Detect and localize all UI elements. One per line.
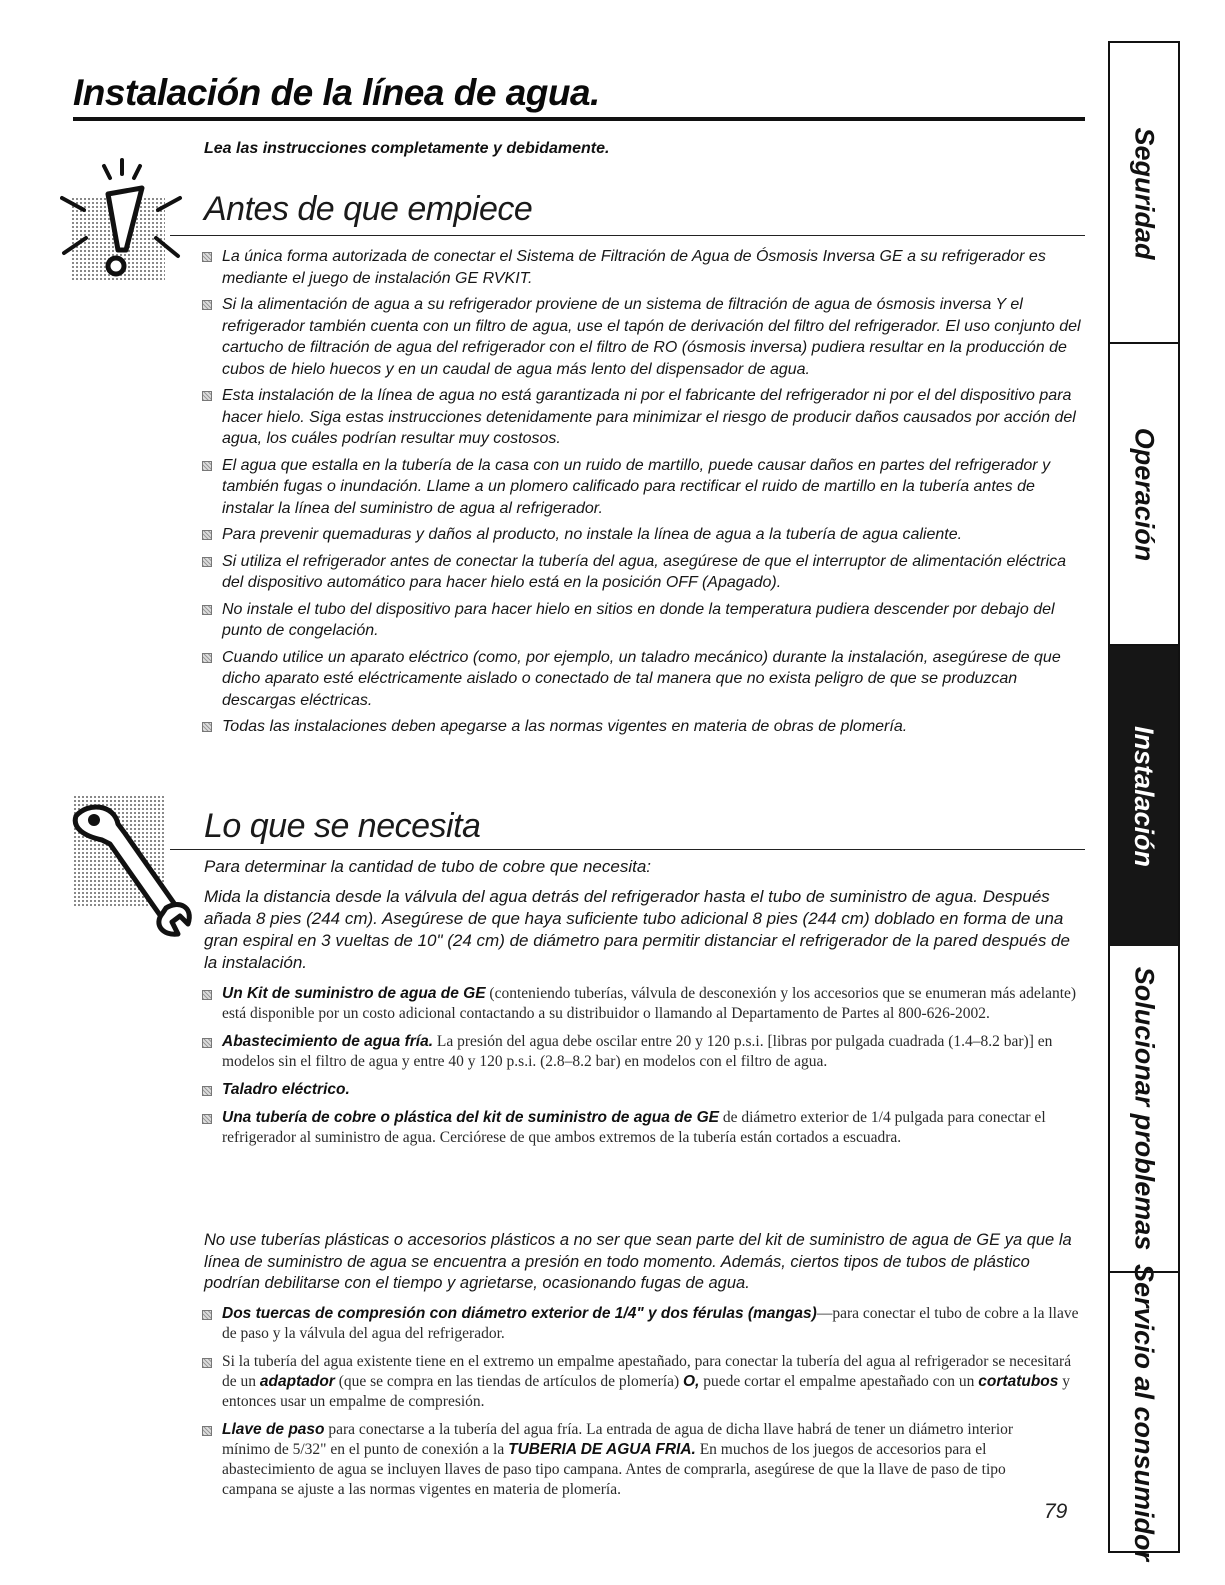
list-item: El agua que estalla en la tubería de la casa con un ruido de martillo, puede causar daños en partes del refrigerador y también fugas o inundación. Llame a un plomero calificado para rectificar el ruido de martillo en la tubería antes de instalar la línea del suministro de agua al refrigerador. [202,455,1082,520]
bullet-icon [202,391,212,401]
page-title: Instalación de la línea de agua. [73,72,600,113]
plastic-warning: No use tuberías plásticas o accesorios plásticos a no ser que sean parte del kit de suministro de agua de GE ya que la línea de suministro de agua se encuentra a presión en todo momento. Además, ciertos tipos de tubos de plástico podrían debilitarse con el tiempo y agrietarse, ocasionando fugas de agua. [204,1231,1072,1292]
list-item: Taladro eléctrico. [202,1080,1082,1100]
section-heading-needs: Lo que se necesita [204,807,481,845]
tab-instalacion[interactable]: Instalación [1110,646,1178,946]
bullet-icon [202,653,212,663]
tab-solucionar-problemas[interactable]: Solucionar problemas [1129,966,1160,1251]
list-item: Todas las instalaciones deben apegarse a las normas vigentes en materia de obras de plomería. [202,716,1082,738]
bullet-icon [202,605,212,615]
bullet-icon [202,1426,212,1436]
bullet-icon [202,1358,212,1368]
needs-list-a [202,984,1082,1156]
section-rule-needs [170,849,1085,850]
list-item: Cuando utilice un aparato eléctrico (como, por ejemplo, un taladro mecánico) durante la instalación, asegúrese de que dicho aparato esté eléctricamente aislado o conectado de tal manera que no exista peligro de que se produzcan descargas eléctricas. [202,647,1082,712]
title-rule [73,117,1085,121]
list-item: Abastecimiento de agua fría. La presión del agua debe oscilar entre 20 y 120 p.s.i. [libras por pulgada cuadrada (1.4–8.2 bar)] en modelos sin el filtro de agua y entre 40 y 120 p.s.i. (2.8–8.2 bar) en modelos con el filtro de agua. [202,1032,1082,1072]
bullet-icon [202,557,212,567]
list-item: Si la tubería del agua existente tiene en el extremo un empalme apestañado, para conectar la tubería del agua al refrigerador se necesitará de un adaptador (que se compra en las tiendas de artículos de plomería) O, puede cortar el empalme apestañado con un cortatubos y entonces usar un empalme de compresión. [202,1352,1082,1412]
wrench-icon [66,796,196,951]
before-bullet-list [202,246,1082,743]
bullet-icon [202,1086,212,1096]
tab-servicio-al-consumidor[interactable]: Servicio al consumidor [1129,1263,1160,1561]
side-tab-strip [1108,41,1180,1561]
section-rule-before [170,235,1085,236]
bullet-icon [202,990,212,1000]
list-item: Llave de paso para conectarse a la tubería del agua fría. La entrada de agua de dicha llave habrá de tener un diámetro interior mínimo de 5/32" en el punto de conexión a la TUBERIA DE AGUA FRIA. En muchos de los juegos de accesorios para el abastecimiento de agua se incluyen llaves de paso tipo campana. Antes de comprarla, asegúrese de que la llave de paso de tipo campana se ajuste a las normas vigentes en materia de plomería. [202,1420,1042,1500]
list-item: Una tubería de cobre o plástica del kit de suministro de agua de GE de diámetro exterior de 1/4 pulgada para conectar el refrigerador al suministro de agua. Cerciórese de que ambos extremos de la tubería están cortados a escuadra. [202,1108,1082,1148]
bullet-icon [202,1114,212,1124]
list-item: Si la alimentación de agua a su refrigerador proviene de un sistema de filtración de agua de ósmosis inversa Y el refrigerador también cuenta con un filtro de agua, use el tapón de derivación del filtro del refrigerador. El uso conjunto del cartucho de filtración de agua del refrigerador con el filtro de RO (ósmosis inversa) pudiera resultar en la producción de cubos de hielo huecos y en un caudal de agua más lento del dispensador de agua. [202,294,1082,380]
tab-seguridad[interactable]: Seguridad [1129,126,1160,260]
bullet-icon [202,722,212,732]
list-item: No instale el tubo del dispositivo para hacer hielo en sitios en donde la temperatura pudiera descender por debajo del punto de congelación. [202,599,1082,642]
list-item: Dos tuercas de compresión con diámetro exterior de 1/4" y dos férulas (mangas)—para conectar el tubo de cobre a la llave de paso y la válvula del agua del refrigerador. [202,1304,1082,1344]
needs-lead: Para determinar la cantidad de tubo de cobre que necesita: [204,857,652,876]
list-item: Si utiliza el refrigerador antes de conectar la tubería del agua, asegúrese de que el interruptor de alimentación eléctrica del dispositivo automático para hacer hielo está en la posición OFF (Apagado). [202,551,1082,594]
caution-exclamation-icon [60,158,200,293]
list-item: La única forma autorizada de conectar el Sistema de Filtración de Agua de Ósmosis Inversa GE a su refrigerador es mediante el juego de instalación GE RVKIT. [202,246,1082,289]
page-number: 79 [1044,1500,1068,1523]
bullet-icon [202,300,212,310]
intro-instruction: Lea las instrucciones completamente y debidamente. [204,140,610,157]
bullet-icon [202,461,212,471]
bullet-icon [202,530,212,540]
section-heading-before: Antes de que empiece [204,190,533,228]
needs-measure: Mida la distancia desde la válvula del agua detrás del refrigerador hasta el tubo de suministro de agua. Después añada 8 pies (244 cm). Asegúrese de que haya suficiente tubo adicional 8 pies (244 cm) doblado en forma de una gran espiral en 3 vueltas de 10" (24 cm) de diámetro para permitir distanciar el refrigerador de la pared después de la instalación. [204,887,1070,972]
bullet-icon [202,252,212,262]
needs-list-b [202,1304,1082,1508]
bullet-icon [202,1310,212,1320]
list-item: Para prevenir quemaduras y daños al producto, no instale la línea de agua a la tubería de agua caliente. [202,524,1082,546]
tab-operacion[interactable]: Operación [1129,427,1160,561]
list-item: Un Kit de suministro de agua de GE (conteniendo tuberías, válvula de desconexión y los accesorios que se enumeran más adelante) está disponible por un costo adicional contactando a su distribuidor o llamando al Departamento de Partes al 800-626-2002. [202,984,1082,1024]
bullet-icon [202,1038,212,1048]
list-item: Esta instalación de la línea de agua no está garantizada ni por el fabricante del refrigerador ni por el del dispositivo para hacer hielo. Siga estas instrucciones detenidamente para minimizar el riesgo de producir daños causados por acción del agua, los cuáles podrían resultar muy costosos. [202,385,1082,450]
